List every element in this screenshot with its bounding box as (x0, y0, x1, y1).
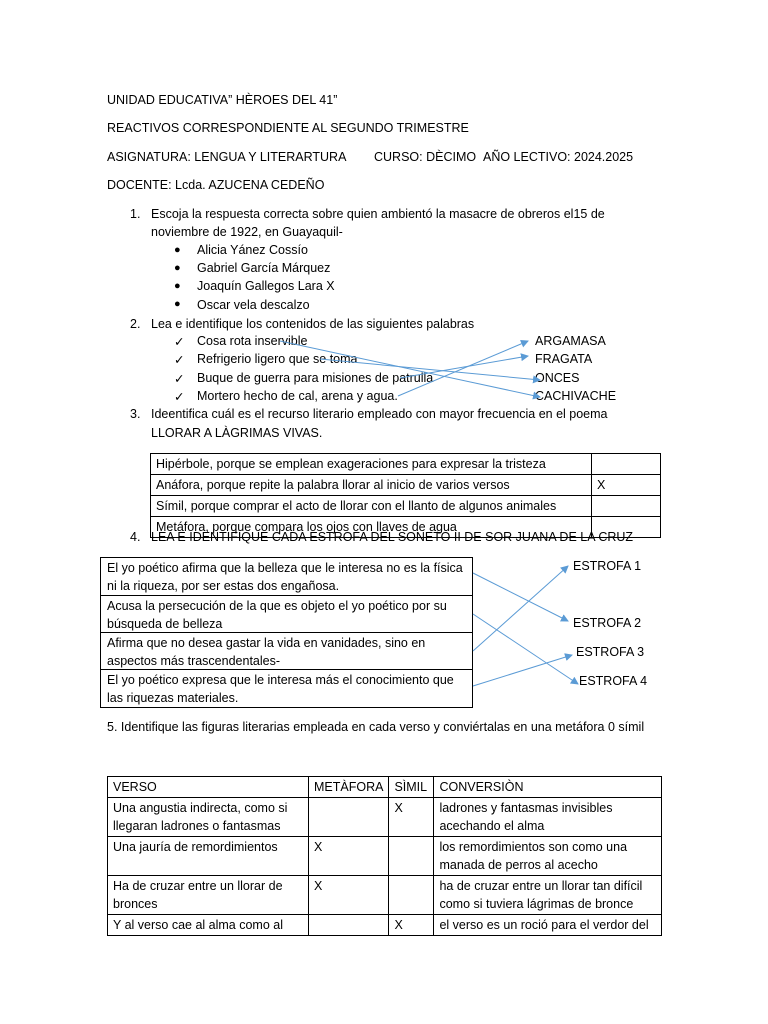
table-cell (108, 837, 309, 876)
q4-box-line: aspectos más trascendentales- (107, 654, 281, 668)
table-cell (434, 915, 662, 936)
verso-line: Una jauría de remordimientos (113, 840, 278, 854)
asignatura: ASIGNATURA: LENGUA Y LITERARTURA (107, 150, 347, 164)
q2-left-item: Buque de guerra para misiones de patrulla (197, 371, 434, 385)
q3-text-line2: LLORAR A LÀGRIMAS VIVAS. (151, 426, 323, 440)
table-cell (309, 798, 389, 837)
verso-line: Ha de cruzar entre un llorar de (113, 879, 283, 893)
estrofa-label: ESTROFA 2 (573, 616, 642, 630)
table-header: VERSO (108, 777, 309, 798)
table-cell (434, 798, 662, 837)
q2-right-word: FRAGATA (535, 352, 593, 366)
table-header: SÌMIL (389, 777, 434, 798)
conversion-line: ha de cruzar entre un llorar tan difícil (439, 879, 643, 893)
table-cell (434, 876, 662, 915)
table-cell: X (592, 475, 661, 496)
match-arrow (473, 573, 568, 621)
q2-left-item: Cosa rota inservible (197, 334, 308, 348)
table-cell: Anáfora, porque repite la palabra llorar al inicio de varios versos (151, 475, 592, 496)
table-cell: X (309, 876, 389, 915)
table-cell (389, 876, 434, 915)
q3-number: 3. (130, 407, 141, 421)
bullet-icon: ● (174, 280, 181, 292)
table-row (108, 915, 662, 936)
conversion-line: manada de perros al acecho (439, 858, 598, 872)
match-arrow (473, 614, 578, 684)
conversion-line: como si tuviera lágrimas de bronce (439, 897, 634, 911)
q2-text: Lea e identifique los contenidos de las siguientes palabras (151, 317, 475, 331)
conversion-line: los remordimientos son como una (439, 840, 628, 854)
q2-number: 2. (130, 317, 141, 331)
table-cell: X (389, 915, 434, 936)
q2-left-item: Refrigerio ligero que se toma (197, 352, 358, 366)
q1-option: Joaquín Gallegos Lara X (197, 279, 335, 293)
verso-line: Una angustia indirecta, como si (113, 801, 288, 815)
q1-option: Alicia Yánez Cossío (197, 243, 308, 257)
table-header-row (108, 777, 662, 798)
table-cell (108, 915, 309, 936)
table-row (108, 876, 662, 915)
q4-box-line: búsqueda de belleza (107, 617, 223, 631)
verso-line: bronces (113, 897, 158, 911)
estrofa-label: ESTROFA 4 (579, 674, 648, 688)
table-cell: X (389, 798, 434, 837)
q4-box-line: las riquezas materiales. (107, 691, 239, 705)
table-header: CONVERSIÒN (434, 777, 662, 798)
table-cell (108, 798, 309, 837)
table-cell (309, 915, 389, 936)
table-cell: Hipérbole, porque se emplean exageraciones para expresar la tristeza (151, 454, 592, 475)
docente: DOCENTE: Lcda. AZUCENA CEDEÑO (107, 178, 325, 192)
school-name: UNIDAD EDUCATIVA” HÈROES DEL 41” (107, 93, 338, 107)
checkmark-icon: ✓ (174, 372, 185, 386)
q2-right-word: CACHIVACHE (535, 389, 617, 403)
table-cell: Metáfora, porque compara los ojos con llaves de agua (151, 517, 592, 538)
estrofa-label: ESTROFA 3 (576, 645, 645, 659)
q4-box-line: Acusa la persecución de la que es objeto el yo poético por su (107, 599, 447, 613)
estrofa-label: ESTROFA 1 (573, 559, 642, 573)
q1-option: Oscar vela descalzo (197, 298, 310, 312)
q4-number: 4. (130, 530, 141, 544)
verso-line: Y al verso cae al alma como al (113, 918, 283, 932)
q2-left-item: Mortero hecho de cal, arena y agua. (197, 389, 398, 403)
q4-box-line: El yo poético afirma que la belleza que le interesa no es la física (107, 561, 463, 575)
checkmark-icon: ✓ (174, 390, 185, 404)
table-row (108, 798, 662, 837)
anio-lectivo: AÑO LECTIVO: 2024.2025 (483, 150, 634, 164)
bullet-icon: ● (174, 262, 181, 274)
q1-option: Gabriel García Márquez (197, 261, 331, 275)
q1-text-line2: noviembre de 1922, en Guayaquil- (151, 225, 343, 239)
q4-box-line: ni la riqueza, por ser estas dos engañosa. (107, 579, 340, 593)
q4-box-line: El yo poético expresa que le interesa más el conocimiento que (107, 673, 454, 687)
table-cell (389, 837, 434, 876)
checkmark-icon: ✓ (174, 353, 185, 367)
match-arrow (280, 341, 540, 397)
match-arrow (473, 566, 568, 651)
q5-text: 5. Identifique las figuras literarias empleada en cada verso y conviértalas en una metáfora 0 símil (107, 720, 645, 734)
q4-text: LEA E IDENTIFIQUE CADA ESTROFA DEL SONETO II DE SOR JUANA DE LA CRUZ (151, 530, 634, 544)
q1-number: 1. (130, 207, 141, 221)
q3-text-line1: Ideentifica cuál es el recurso literario empleado con mayor frecuencia en el poema (151, 407, 608, 421)
bullet-icon: ● (174, 298, 181, 310)
q2-right-word: ARGAMASA (535, 334, 606, 348)
q4-box-line: Afirma que no desea gastar la vida en vanidades, sino en (107, 636, 426, 650)
table-row (108, 837, 662, 876)
conversion-line: acechando el alma (439, 819, 545, 833)
match-arrow (400, 356, 528, 378)
table-cell (434, 837, 662, 876)
reactivos-title: REACTIVOS CORRESPONDIENTE AL SEGUNDO TRIMESTRE (107, 121, 469, 135)
bullet-icon: ● (174, 244, 181, 256)
table-cell (108, 876, 309, 915)
table-cell: X (309, 837, 389, 876)
match-arrow (320, 359, 540, 380)
verso-line: llegaran ladrones o fantasmas (113, 819, 281, 833)
q2-right-word: ONCES (535, 371, 580, 385)
checkmark-icon: ✓ (174, 335, 185, 349)
conversion-line: el verso es un roció para el verdor del (439, 918, 649, 932)
q5-table (107, 776, 662, 936)
table-header: METÀFORA (309, 777, 389, 798)
conversion-line: ladrones y fantasmas invisibles (439, 801, 613, 815)
table-cell: Símil, porque comprar el acto de llorar con el llanto de algunos animales (151, 496, 592, 517)
curso: CURSO: DÈCIMO (374, 150, 477, 164)
q1-text-line1: Escoja la respuesta correcta sobre quien ambientó la masacre de obreros el15 de (151, 207, 605, 221)
